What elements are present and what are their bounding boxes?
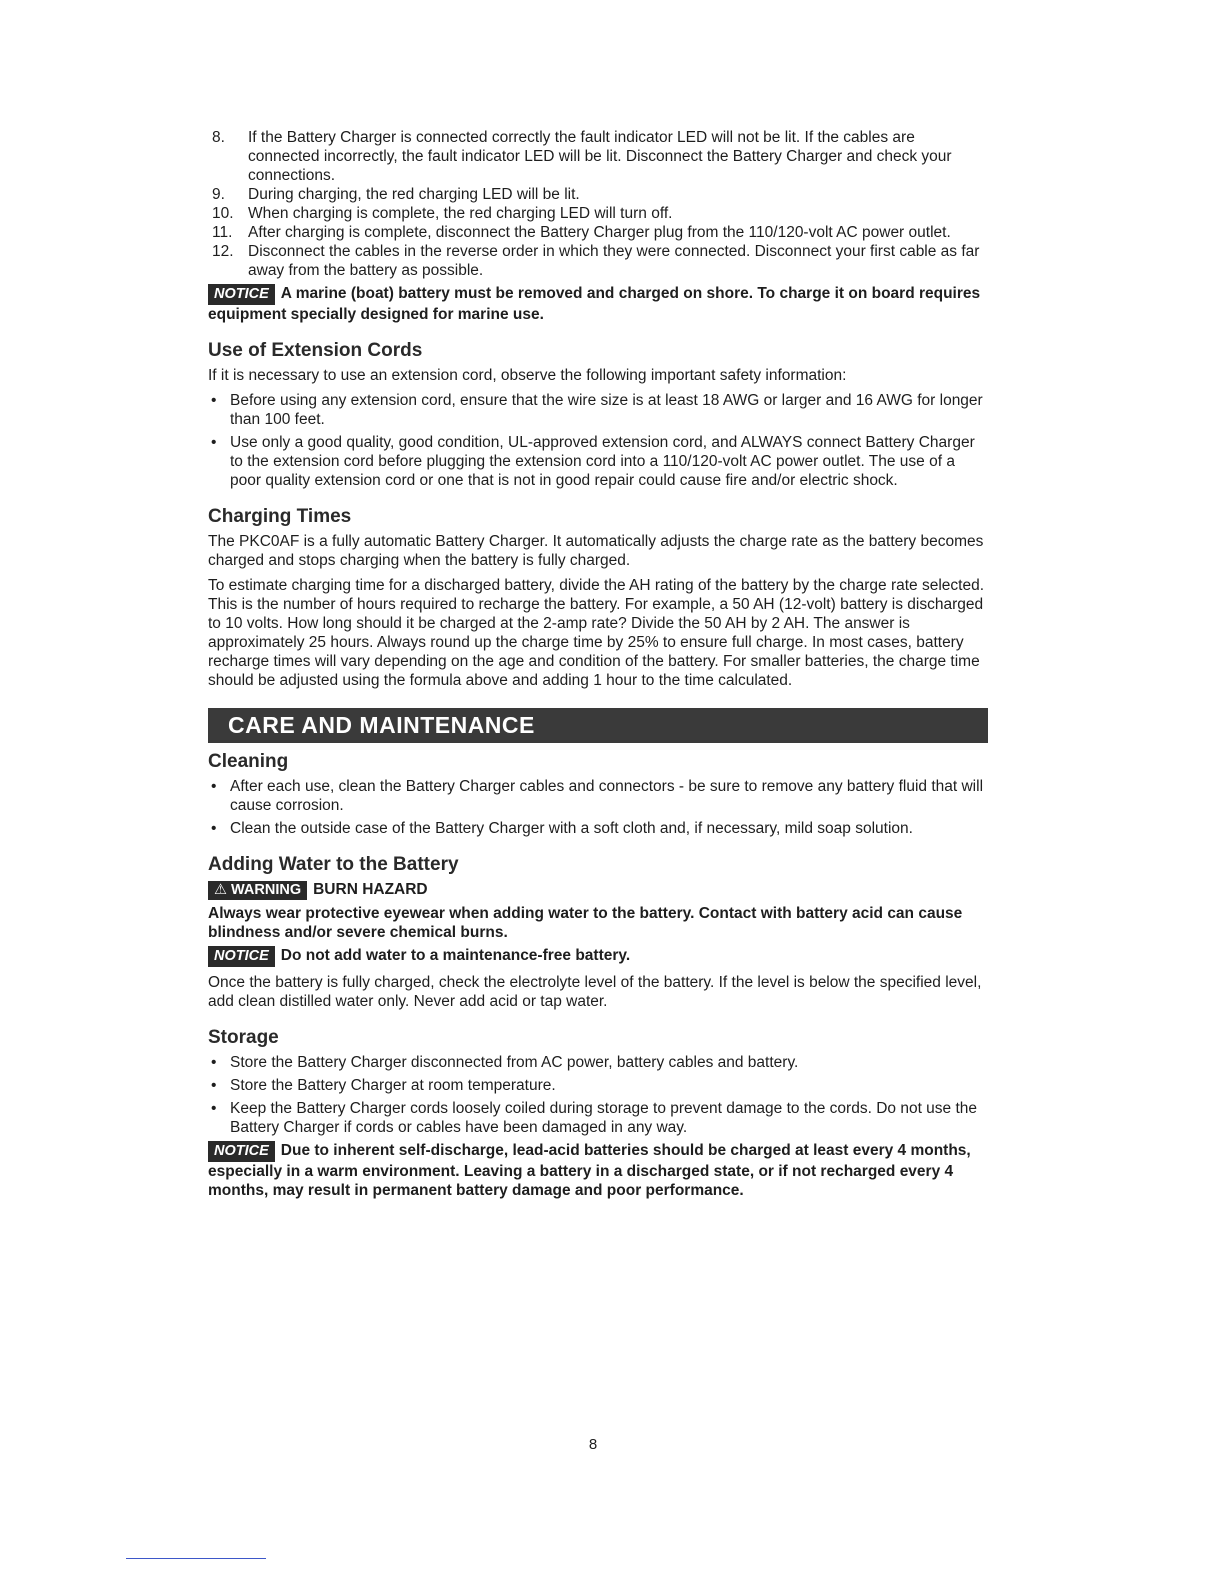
step-text: During charging, the red charging LED will be lit.: [248, 186, 580, 203]
bullet-icon: •: [211, 392, 217, 409]
step-number: 12.: [212, 243, 234, 260]
charging-para-1: The PKC0AF is a fully automatic Battery Charger. It automatically adjusts the charge rate as the battery becomes charged and stops charging when the battery is fully charged.: [208, 533, 984, 569]
warning-line: [208, 880, 988, 900]
extension-bullets: [208, 391, 988, 490]
footer-rule: [126, 1558, 266, 1559]
cleaning-heading: Cleaning: [208, 751, 289, 772]
bullet-text: Store the Battery Charger disconnected from AC power, battery cables and battery.: [230, 1054, 799, 1071]
charging-para-2: To estimate charging time for a discharged battery, divide the AH rating of the battery by the charge rate selected. This is the number of hours required to recharge the battery. For example, a 50 AH (12-volt) battery is discharged to 10 volts. How long should it be charged at the 2-amp rate? Divide the 50 AH by 2 AH. The answer is approximately 25 hours. Always round up the charge time by 25% to ensure full charge. In most cases, battery recharge times will vary depending on the age and condition of the battery. For smaller batteries, the charge time should be adjusted using the formula above and adding 1 hour to the time calculated.: [208, 577, 984, 689]
step-number: 8.: [212, 129, 225, 146]
bullet-icon: •: [211, 820, 217, 837]
list-item: [208, 1099, 988, 1137]
step-text: When charging is complete, the red charging LED will turn off.: [248, 205, 673, 222]
bullet-text: After each use, clean the Battery Charger cables and connectors - be sure to remove any battery fluid that will cause corrosion.: [230, 778, 984, 814]
notice-water-text: Do not add water to a maintenance-free battery.: [280, 947, 631, 964]
step-number: 10.: [212, 205, 234, 222]
bullet-text: Store the Battery Charger at room temperature.: [230, 1077, 556, 1094]
step-text: If the Battery Charger is connected correctly the fault indicator LED will not be lit. If the cables are connected incorrectly, the fault indicator LED will be lit. Disconnect the Battery Charger and check your connections.: [248, 129, 952, 184]
section-banner: CARE AND MAINTENANCE: [208, 708, 988, 743]
warning-text: Always wear protective eyewear when adding water to the battery. Contact with battery acid can cause blindness and/or severe chemical burns.: [208, 905, 963, 941]
list-item: [208, 391, 988, 429]
warning-title: BURN HAZARD: [313, 881, 428, 898]
bullet-icon: •: [211, 1054, 217, 1071]
bullet-icon: •: [211, 1100, 217, 1117]
step-text: After charging is complete, disconnect the Battery Charger plug from the 110/120-volt AC power outlet.: [248, 224, 951, 241]
bullet-text: Use only a good quality, good condition, UL-approved extension cord, and ALWAYS connect Battery Charger to the extension cord before plugging the extension cord into a 110/120-volt AC power outlet. The use of a poor quality extension cord or one that is not in good repair could cause fire and/or electric shock.: [230, 434, 975, 489]
extension-heading: Use of Extension Cords: [208, 340, 423, 361]
list-item: [208, 777, 988, 815]
list-item: [208, 1076, 988, 1095]
step-list: [208, 128, 988, 280]
bullet-icon: •: [211, 778, 217, 795]
bullet-text: Keep the Battery Charger cords loosely coiled during storage to prevent damage to the cords. Do not use the Battery Charger if cords or cables have been damaged in any way.: [230, 1100, 978, 1136]
cleaning-bullets: [208, 777, 988, 838]
bullet-text: Before using any extension cord, ensure that the wire size is at least 18 AWG or larger and 16 AWG for longer than 100 feet.: [230, 392, 983, 428]
step-number: 9.: [212, 186, 225, 203]
step-item: [208, 223, 988, 242]
notice-badge: NOTICE: [208, 1141, 275, 1162]
water-body: Once the battery is fully charged, check the electrolyte level of the battery. If the level is below the specified level, add clean distilled water only. Never add acid or tap water.: [208, 974, 982, 1010]
notice-marine-text: A marine (boat) battery must be removed and charged on shore. To charge it on board requires equipment specially designed for marine use.: [208, 285, 981, 323]
storage-heading: Storage: [208, 1027, 279, 1048]
list-item: [208, 1053, 988, 1072]
storage-bullets: [208, 1053, 988, 1137]
notice-badge: NOTICE: [208, 946, 275, 967]
notice-marine: [208, 284, 988, 324]
water-heading: Adding Water to the Battery: [208, 854, 459, 875]
page-number: 8: [588, 1436, 598, 1453]
notice-storage-text: Due to inherent self-discharge, lead-acid batteries should be charged at least every 4 months, especially in a warm environment. Leaving a battery in a discharged state, or if not recharged every 4 months, may result in permanent battery damage and poor performance.: [208, 1142, 971, 1199]
bullet-icon: •: [211, 1077, 217, 1094]
extension-intro: If it is necessary to use an extension cord, observe the following important safety information:: [208, 367, 847, 384]
bullet-icon: •: [211, 434, 217, 451]
notice-badge: NOTICE: [208, 284, 275, 305]
notice-water: [208, 946, 988, 967]
manual-page-content: [208, 128, 988, 1200]
step-text: Disconnect the cables in the reverse order in which they were connected. Disconnect your first cable as far away from the battery as possible.: [248, 243, 980, 279]
step-item: [208, 242, 988, 280]
step-item: [208, 204, 988, 223]
list-item: [208, 819, 988, 838]
warning-badge: ⚠ WARNING: [208, 881, 307, 900]
step-item: [208, 128, 988, 185]
step-item: [208, 185, 988, 204]
list-item: [208, 433, 988, 490]
charging-heading: Charging Times: [208, 506, 352, 527]
notice-storage: [208, 1141, 988, 1200]
bullet-text: Clean the outside case of the Battery Charger with a soft cloth and, if necessary, mild soap solution.: [230, 820, 913, 837]
step-number: 11.: [212, 224, 233, 241]
